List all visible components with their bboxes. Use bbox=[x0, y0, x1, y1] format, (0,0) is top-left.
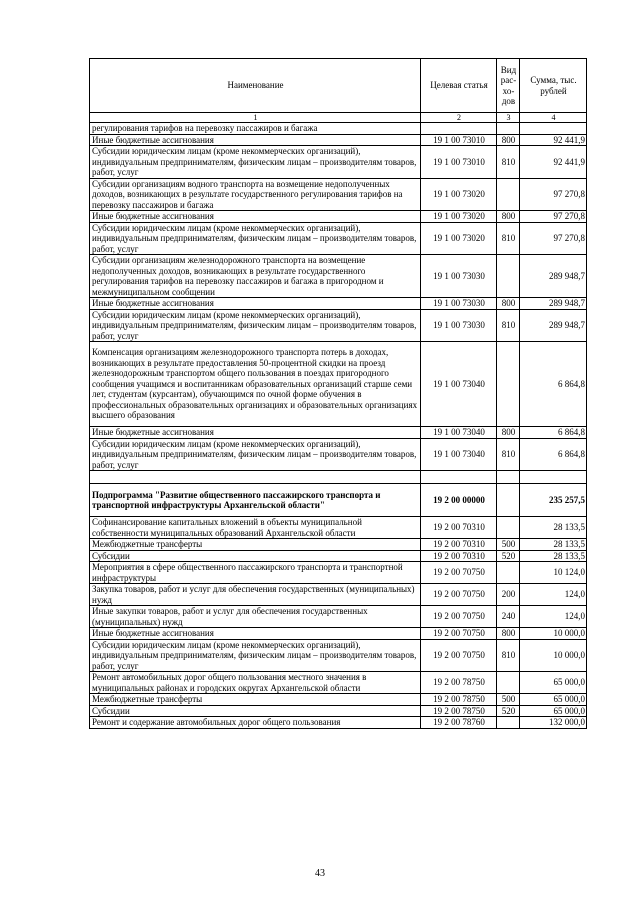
column-number-row bbox=[90, 113, 587, 123]
row-name: Иные закупки товаров, работ и услуг для обеспечения государственных (муниципальных) нужд bbox=[90, 606, 421, 628]
row-code: 19 2 00 78750 bbox=[421, 705, 497, 717]
table-row bbox=[90, 146, 587, 179]
row-code: 19 2 00 70750 bbox=[421, 639, 497, 672]
row-name: Иные бюджетные ассигнования bbox=[90, 298, 421, 310]
table-row bbox=[90, 606, 587, 628]
row-sum: 10 124,0 bbox=[520, 562, 587, 584]
row-sum: 289 948,7 bbox=[520, 255, 587, 298]
table-row bbox=[90, 438, 587, 471]
row-code: 19 2 00 70310 bbox=[421, 539, 497, 551]
row-vid: 810 bbox=[497, 438, 520, 471]
row-vid: 800 bbox=[497, 211, 520, 223]
row-code: 19 2 00 70750 bbox=[421, 606, 497, 628]
row-name: Межбюджетные трансферты bbox=[90, 694, 421, 706]
row-name: Субсидии организациям железнодорожного транспорта на возмещение недополученных доходов, возникающих в результате государственного регулирования тарифов на перевозку пассажиров и багажа в пригородном и межмуниципальном сообщении bbox=[90, 255, 421, 298]
row-vid: 200 bbox=[497, 584, 520, 606]
table-row bbox=[90, 717, 587, 729]
row-sum: 235 257,5 bbox=[520, 484, 587, 517]
row-code: 19 2 00 70750 bbox=[421, 628, 497, 640]
row-name: Субсидии организациям водного транспорта на возмещение недополученных доходов, возникающих в результате государственного регулирования тарифов на перевозку пассажиров и багажа bbox=[90, 178, 421, 211]
row-code: 19 1 00 73040 bbox=[421, 438, 497, 471]
row-name: Ремонт и содержание автомобильных дорог общего пользования bbox=[90, 717, 421, 729]
row-sum: 97 270,8 bbox=[520, 222, 587, 255]
row-sum: 6 864,8 bbox=[520, 342, 587, 427]
row-sum: 28 133,5 bbox=[520, 550, 587, 562]
row-vid: 810 bbox=[497, 146, 520, 179]
row-sum: 92 441,9 bbox=[520, 134, 587, 146]
table-row bbox=[90, 427, 587, 439]
row-code: 19 1 00 73020 bbox=[421, 178, 497, 211]
column-number: 3 bbox=[497, 113, 520, 123]
row-name: Иные бюджетные ассигнования bbox=[90, 134, 421, 146]
table-row bbox=[90, 342, 587, 427]
row-code bbox=[421, 471, 497, 484]
row-code: 19 1 00 73030 bbox=[421, 255, 497, 298]
row-sum: 92 441,9 bbox=[520, 146, 587, 179]
row-sum: 28 133,5 bbox=[520, 539, 587, 551]
header-name: Наименование bbox=[90, 59, 421, 113]
budget-table bbox=[89, 58, 587, 729]
row-vid bbox=[497, 717, 520, 729]
row-vid bbox=[497, 484, 520, 517]
row-vid: 810 bbox=[497, 639, 520, 672]
row-vid bbox=[497, 562, 520, 584]
row-name: регулирования тарифов на перевозку пассажиров и багажа bbox=[90, 123, 421, 135]
table-row bbox=[90, 222, 587, 255]
row-vid: 800 bbox=[497, 298, 520, 310]
table-row bbox=[90, 584, 587, 606]
row-sum: 65 000,0 bbox=[520, 672, 587, 694]
row-sum: 10 000,0 bbox=[520, 639, 587, 672]
row-sum bbox=[520, 123, 587, 135]
column-number: 2 bbox=[421, 113, 497, 123]
row-sum: 124,0 bbox=[520, 606, 587, 628]
table-row bbox=[90, 672, 587, 694]
row-name: Межбюджетные трансферты bbox=[90, 539, 421, 551]
row-code: 19 1 00 73020 bbox=[421, 222, 497, 255]
row-name: Софинансирование капитальных вложений в объекты муниципальной собственности муниципальных образований Архангельской области bbox=[90, 517, 421, 539]
row-name: Субсидии юридическим лицам (кроме некоммерческих организаций), индивидуальным предпринимателям, физическим лицам – производителям товаров, работ, услуг bbox=[90, 146, 421, 179]
row-vid bbox=[497, 255, 520, 298]
row-sum: 10 000,0 bbox=[520, 628, 587, 640]
row-sum: 65 000,0 bbox=[520, 705, 587, 717]
row-code: 19 1 00 73040 bbox=[421, 342, 497, 427]
row-sum: 65 000,0 bbox=[520, 694, 587, 706]
row-sum: 6 864,8 bbox=[520, 427, 587, 439]
row-code: 19 1 00 73040 bbox=[421, 427, 497, 439]
table-row bbox=[90, 471, 587, 484]
table-row bbox=[90, 517, 587, 539]
row-vid: 800 bbox=[497, 427, 520, 439]
row-sum: 124,0 bbox=[520, 584, 587, 606]
table-row bbox=[90, 134, 587, 146]
row-name: Иные бюджетные ассигнования bbox=[90, 427, 421, 439]
row-vid: 500 bbox=[497, 694, 520, 706]
row-code: 19 2 00 70750 bbox=[421, 584, 497, 606]
header-sum: Сумма, тыс. рублей bbox=[520, 59, 587, 113]
row-name: Субсидии юридическим лицам (кроме некоммерческих организаций), индивидуальным предпринимателям, физическим лицам – производителям товаров, работ, услуг bbox=[90, 309, 421, 342]
table-row bbox=[90, 298, 587, 310]
header-vid: Вид рас-хо-дов bbox=[497, 59, 520, 113]
row-name: Субсидии юридическим лицам (кроме некоммерческих организаций), индивидуальным предпринимателям, физическим лицам – производителям товаров, работ, услуг bbox=[90, 438, 421, 471]
row-name: Иные бюджетные ассигнования bbox=[90, 628, 421, 640]
row-sum: 6 864,8 bbox=[520, 438, 587, 471]
row-name bbox=[90, 471, 421, 484]
table-row bbox=[90, 694, 587, 706]
table-row bbox=[90, 639, 587, 672]
row-vid bbox=[497, 672, 520, 694]
page-number: 43 bbox=[315, 868, 325, 879]
table-row bbox=[90, 123, 587, 135]
row-code: 19 2 00 00000 bbox=[421, 484, 497, 517]
column-number: 1 bbox=[90, 113, 421, 123]
row-vid: 500 bbox=[497, 539, 520, 551]
row-name: Подпрограмма "Развитие общественного пассажирского транспорта и транспортной инфраструктуры Архангельской области" bbox=[90, 484, 421, 517]
row-code: 19 2 00 70310 bbox=[421, 517, 497, 539]
row-vid: 520 bbox=[497, 550, 520, 562]
row-code: 19 1 00 73030 bbox=[421, 298, 497, 310]
table-body bbox=[90, 123, 587, 729]
table-row bbox=[90, 309, 587, 342]
row-vid bbox=[497, 123, 520, 135]
row-sum: 97 270,8 bbox=[520, 211, 587, 223]
row-name: Ремонт автомобильных дорог общего пользования местного значения в муниципальных районах и городских округах Архангельской области bbox=[90, 672, 421, 694]
column-number: 4 bbox=[520, 113, 587, 123]
table-row bbox=[90, 550, 587, 562]
row-code bbox=[421, 123, 497, 135]
row-vid bbox=[497, 471, 520, 484]
table-row bbox=[90, 484, 587, 517]
table-row bbox=[90, 178, 587, 211]
row-vid: 520 bbox=[497, 705, 520, 717]
table-row bbox=[90, 255, 587, 298]
row-vid: 810 bbox=[497, 309, 520, 342]
row-code: 19 2 00 78750 bbox=[421, 694, 497, 706]
row-name: Субсидии юридическим лицам (кроме некоммерческих организаций), индивидуальным предпринимателям, физическим лицам – производителям товаров, работ, услуг bbox=[90, 639, 421, 672]
row-vid bbox=[497, 342, 520, 427]
table-row bbox=[90, 539, 587, 551]
row-code: 19 1 00 73010 bbox=[421, 146, 497, 179]
row-name: Закупка товаров, работ и услуг для обеспечения государственных (муниципальных) нужд bbox=[90, 584, 421, 606]
row-name: Субсидии юридическим лицам (кроме некоммерческих организаций), индивидуальным предпринимателям, физическим лицам – производителям товаров, работ, услуг bbox=[90, 222, 421, 255]
row-vid: 800 bbox=[497, 134, 520, 146]
header-row bbox=[90, 59, 587, 113]
table-row bbox=[90, 211, 587, 223]
row-code: 19 2 00 70750 bbox=[421, 562, 497, 584]
row-code: 19 2 00 70310 bbox=[421, 550, 497, 562]
row-sum: 132 000,0 bbox=[520, 717, 587, 729]
row-name: Субсидии bbox=[90, 705, 421, 717]
row-code: 19 2 00 78760 bbox=[421, 717, 497, 729]
row-sum bbox=[520, 471, 587, 484]
row-sum: 289 948,7 bbox=[520, 309, 587, 342]
table-row bbox=[90, 562, 587, 584]
row-code: 19 1 00 73030 bbox=[421, 309, 497, 342]
row-code: 19 2 00 78750 bbox=[421, 672, 497, 694]
row-vid: 800 bbox=[497, 628, 520, 640]
row-vid bbox=[497, 178, 520, 211]
row-vid bbox=[497, 517, 520, 539]
table-row bbox=[90, 705, 587, 717]
row-name: Мероприятия в сфере общественного пассажирского транспорта и транспортной инфраструктуры bbox=[90, 562, 421, 584]
header-code: Целевая статья bbox=[421, 59, 497, 113]
row-vid: 810 bbox=[497, 222, 520, 255]
row-sum: 28 133,5 bbox=[520, 517, 587, 539]
row-vid: 240 bbox=[497, 606, 520, 628]
row-name: Компенсация организациям железнодорожного транспорта потерь в доходах, возникающих в результате предоставления 50-процентной скидки на проезд железнодорожным транспортом общего пользования в поездах пригородного сообщения учащимся и воспитанникам образовательных организаций старше семи лет, студентам (курсантам), обучающимся по очной форме обучения в профессиональных образовательных организациях и образовательных организациях высшего образования bbox=[90, 342, 421, 427]
row-name: Субсидии bbox=[90, 550, 421, 562]
row-name: Иные бюджетные ассигнования bbox=[90, 211, 421, 223]
row-sum: 97 270,8 bbox=[520, 178, 587, 211]
row-code: 19 1 00 73020 bbox=[421, 211, 497, 223]
row-sum: 289 948,7 bbox=[520, 298, 587, 310]
table-row bbox=[90, 628, 587, 640]
row-code: 19 1 00 73010 bbox=[421, 134, 497, 146]
